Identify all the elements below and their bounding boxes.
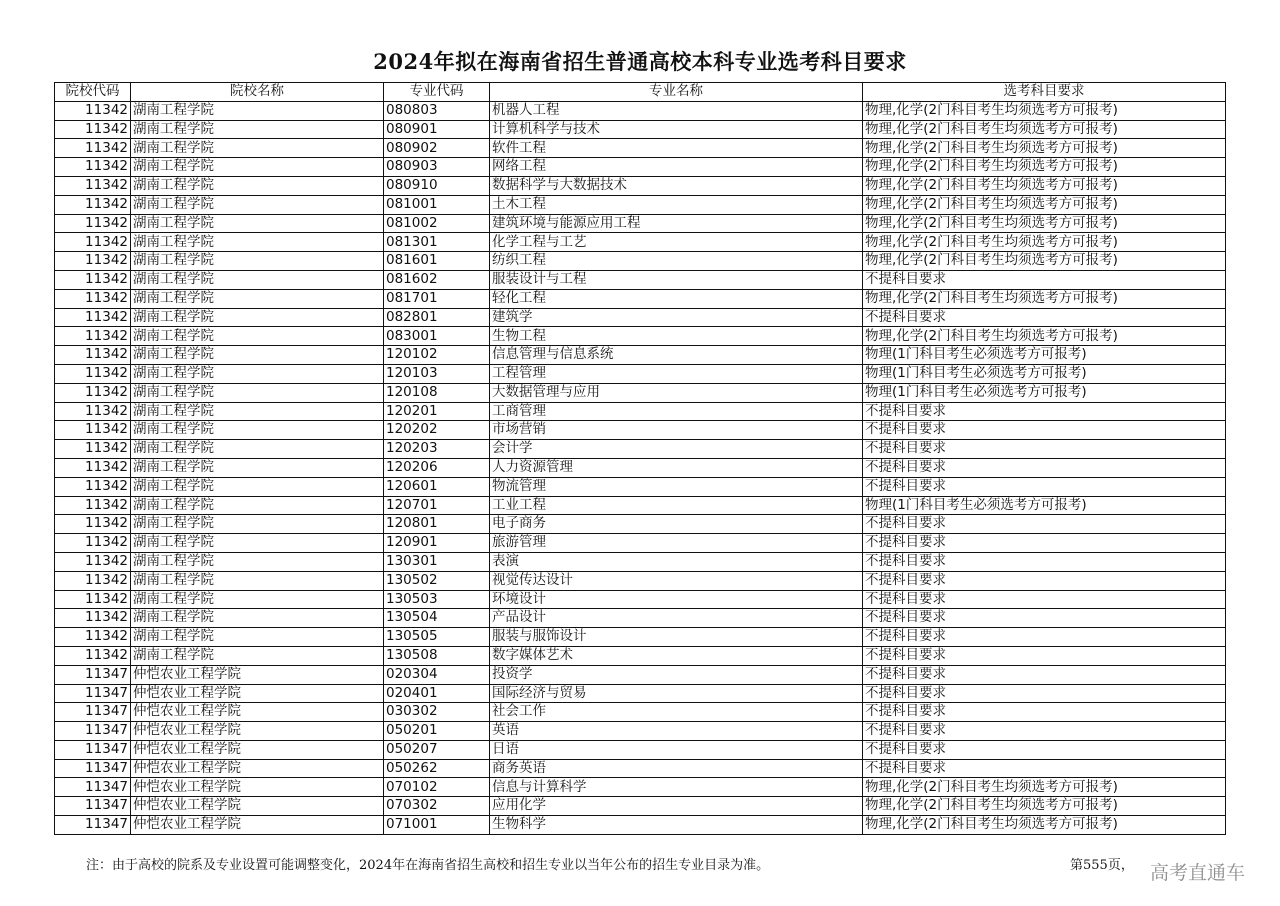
major-name-cell: 国际经济与贸易 — [490, 684, 863, 703]
major-code-cell: 081601 — [384, 252, 490, 271]
footer-note: 注：由于高校的院系及专业设置可能调整变化，2024年在海南省招生高校和招生专业以当年公布的招生专业目录为准。 — [86, 858, 770, 873]
subject-requirement-cell: 不提科目要求 — [863, 609, 1226, 628]
major-name-cell: 服装设计与工程 — [490, 270, 863, 289]
subject-requirement-cell: 不提科目要求 — [863, 590, 1226, 609]
major-name-cell: 工程管理 — [490, 364, 863, 383]
subject-requirement-cell: 物理,化学(2门科目考生均须选考方可报考) — [863, 158, 1226, 177]
school-code-cell: 11342 — [55, 289, 131, 308]
school-code-cell: 11342 — [55, 139, 131, 158]
table-row — [55, 552, 1226, 571]
table-row — [55, 477, 1226, 496]
table-row — [55, 346, 1226, 365]
page-number: 第555页， — [1070, 858, 1134, 873]
school-code-cell: 11342 — [55, 477, 131, 496]
major-name-cell: 工业工程 — [490, 496, 863, 515]
table-row — [55, 816, 1226, 835]
school-code-cell: 11342 — [55, 120, 131, 139]
major-name-cell: 社会工作 — [490, 703, 863, 722]
school-name-cell: 湖南工程学院 — [131, 477, 384, 496]
school-name-cell: 湖南工程学院 — [131, 421, 384, 440]
subject-requirement-cell: 物理,化学(2门科目考生均须选考方可报考) — [863, 252, 1226, 271]
school-name-cell: 湖南工程学院 — [131, 383, 384, 402]
major-code-cell: 120108 — [384, 383, 490, 402]
table-row — [55, 214, 1226, 233]
major-name-cell: 大数据管理与应用 — [490, 383, 863, 402]
major-name-cell: 商务英语 — [490, 759, 863, 778]
requirements-table — [54, 82, 1226, 835]
table-row — [55, 628, 1226, 647]
school-name-cell: 仲恺农业工程学院 — [131, 778, 384, 797]
subject-requirement-cell: 不提科目要求 — [863, 515, 1226, 534]
subject-requirement-cell: 物理,化学(2门科目考生均须选考方可报考) — [863, 778, 1226, 797]
subject-requirement-cell: 物理(1门科目考生必须选考方可报考) — [863, 383, 1226, 402]
major-code-cell: 120102 — [384, 346, 490, 365]
major-code-cell: 120701 — [384, 496, 490, 515]
header-subject-requirement: 选考科目要求 — [863, 83, 1226, 102]
subject-requirement-cell: 不提科目要求 — [863, 402, 1226, 421]
table-row — [55, 684, 1226, 703]
table-row — [55, 233, 1226, 252]
major-name-cell: 表演 — [490, 552, 863, 571]
table-row — [55, 139, 1226, 158]
major-name-cell: 物流管理 — [490, 477, 863, 496]
major-code-cell: 120203 — [384, 440, 490, 459]
major-name-cell: 人力资源管理 — [490, 458, 863, 477]
subject-requirement-cell: 物理,化学(2门科目考生均须选考方可报考) — [863, 327, 1226, 346]
school-code-cell: 11342 — [55, 552, 131, 571]
school-code-cell: 11342 — [55, 176, 131, 195]
major-code-cell: 130301 — [384, 552, 490, 571]
subject-requirement-cell: 物理,化学(2门科目考生均须选考方可报考) — [863, 120, 1226, 139]
major-code-cell: 081701 — [384, 289, 490, 308]
school-code-cell: 11342 — [55, 609, 131, 628]
major-name-cell: 旅游管理 — [490, 534, 863, 553]
school-code-cell: 11342 — [55, 646, 131, 665]
major-code-cell: 050262 — [384, 759, 490, 778]
major-name-cell: 信息管理与信息系统 — [490, 346, 863, 365]
subject-requirement-cell: 不提科目要求 — [863, 421, 1226, 440]
school-name-cell: 湖南工程学院 — [131, 590, 384, 609]
school-name-cell: 湖南工程学院 — [131, 120, 384, 139]
table-row — [55, 158, 1226, 177]
school-name-cell: 湖南工程学院 — [131, 515, 384, 534]
subject-requirement-cell: 物理,化学(2门科目考生均须选考方可报考) — [863, 139, 1226, 158]
major-code-cell: 130504 — [384, 609, 490, 628]
table-row — [55, 327, 1226, 346]
school-name-cell: 湖南工程学院 — [131, 195, 384, 214]
school-code-cell: 11342 — [55, 308, 131, 327]
major-name-cell: 应用化学 — [490, 797, 863, 816]
subject-requirement-cell: 不提科目要求 — [863, 722, 1226, 741]
school-name-cell: 湖南工程学院 — [131, 571, 384, 590]
major-code-cell: 082801 — [384, 308, 490, 327]
school-code-cell: 11347 — [55, 684, 131, 703]
school-code-cell: 11347 — [55, 722, 131, 741]
table-row — [55, 703, 1226, 722]
school-code-cell: 11342 — [55, 402, 131, 421]
major-name-cell: 会计学 — [490, 440, 863, 459]
school-name-cell: 湖南工程学院 — [131, 252, 384, 271]
subject-requirement-cell: 不提科目要求 — [863, 628, 1226, 647]
table-row — [55, 440, 1226, 459]
table-row — [55, 176, 1226, 195]
school-name-cell: 湖南工程学院 — [131, 139, 384, 158]
table-row — [55, 590, 1226, 609]
table-row — [55, 195, 1226, 214]
subject-requirement-cell: 不提科目要求 — [863, 684, 1226, 703]
school-code-cell: 11342 — [55, 327, 131, 346]
major-name-cell: 机器人工程 — [490, 101, 863, 120]
school-code-cell: 11342 — [55, 233, 131, 252]
school-code-cell: 11342 — [55, 590, 131, 609]
school-code-cell: 11347 — [55, 778, 131, 797]
school-name-cell: 仲恺农业工程学院 — [131, 759, 384, 778]
major-name-cell: 英语 — [490, 722, 863, 741]
table-row — [55, 759, 1226, 778]
school-code-cell: 11342 — [55, 571, 131, 590]
school-name-cell: 湖南工程学院 — [131, 308, 384, 327]
major-name-cell: 数据科学与大数据技术 — [490, 176, 863, 195]
school-name-cell: 仲恺农业工程学院 — [131, 816, 384, 835]
major-name-cell: 信息与计算科学 — [490, 778, 863, 797]
table-row — [55, 421, 1226, 440]
subject-requirement-cell: 物理,化学(2门科目考生均须选考方可报考) — [863, 816, 1226, 835]
school-name-cell: 湖南工程学院 — [131, 402, 384, 421]
table-row — [55, 383, 1226, 402]
major-code-cell: 081602 — [384, 270, 490, 289]
table-row — [55, 458, 1226, 477]
header-school-code: 院校代码 — [55, 83, 131, 102]
major-name-cell: 生物科学 — [490, 816, 863, 835]
school-name-cell: 湖南工程学院 — [131, 440, 384, 459]
subject-requirement-cell: 物理(1门科目考生必须选考方可报考) — [863, 346, 1226, 365]
major-code-cell: 081002 — [384, 214, 490, 233]
school-name-cell: 湖南工程学院 — [131, 158, 384, 177]
table-row — [55, 289, 1226, 308]
school-name-cell: 湖南工程学院 — [131, 270, 384, 289]
table-row — [55, 571, 1226, 590]
school-name-cell: 仲恺农业工程学院 — [131, 703, 384, 722]
school-code-cell: 11347 — [55, 816, 131, 835]
major-name-cell: 服装与服饰设计 — [490, 628, 863, 647]
table-row — [55, 534, 1226, 553]
major-code-cell: 130503 — [384, 590, 490, 609]
subject-requirement-cell: 不提科目要求 — [863, 308, 1226, 327]
major-name-cell: 轻化工程 — [490, 289, 863, 308]
major-code-cell: 130505 — [384, 628, 490, 647]
school-name-cell: 仲恺农业工程学院 — [131, 740, 384, 759]
school-name-cell: 湖南工程学院 — [131, 289, 384, 308]
school-name-cell: 湖南工程学院 — [131, 233, 384, 252]
subject-requirement-cell: 物理,化学(2门科目考生均须选考方可报考) — [863, 195, 1226, 214]
table-row — [55, 496, 1226, 515]
school-code-cell: 11347 — [55, 740, 131, 759]
subject-requirement-cell: 不提科目要求 — [863, 534, 1226, 553]
major-name-cell: 电子商务 — [490, 515, 863, 534]
major-code-cell: 080910 — [384, 176, 490, 195]
subject-requirement-cell: 不提科目要求 — [863, 458, 1226, 477]
major-name-cell: 市场营销 — [490, 421, 863, 440]
table-row — [55, 722, 1226, 741]
subject-requirement-cell: 物理,化学(2门科目考生均须选考方可报考) — [863, 289, 1226, 308]
school-name-cell: 湖南工程学院 — [131, 646, 384, 665]
school-name-cell: 仲恺农业工程学院 — [131, 722, 384, 741]
school-code-cell: 11342 — [55, 515, 131, 534]
major-code-cell: 081301 — [384, 233, 490, 252]
major-code-cell: 030302 — [384, 703, 490, 722]
subject-requirement-cell: 物理(1门科目考生必须选考方可报考) — [863, 364, 1226, 383]
school-name-cell: 仲恺农业工程学院 — [131, 665, 384, 684]
major-name-cell: 土木工程 — [490, 195, 863, 214]
major-code-cell: 070302 — [384, 797, 490, 816]
school-name-cell: 湖南工程学院 — [131, 364, 384, 383]
table-row — [55, 252, 1226, 271]
school-name-cell: 湖南工程学院 — [131, 534, 384, 553]
school-code-cell: 11342 — [55, 270, 131, 289]
subject-requirement-cell: 物理,化学(2门科目考生均须选考方可报考) — [863, 233, 1226, 252]
school-code-cell: 11347 — [55, 665, 131, 684]
school-name-cell: 湖南工程学院 — [131, 552, 384, 571]
school-code-cell: 11342 — [55, 534, 131, 553]
table-row — [55, 101, 1226, 120]
header-major-code: 专业代码 — [384, 83, 490, 102]
major-code-cell: 070102 — [384, 778, 490, 797]
table-row — [55, 270, 1226, 289]
header-school-name: 院校名称 — [131, 83, 384, 102]
table-row — [55, 609, 1226, 628]
major-name-cell: 投资学 — [490, 665, 863, 684]
subject-requirement-cell: 不提科目要求 — [863, 440, 1226, 459]
subject-requirement-cell: 不提科目要求 — [863, 665, 1226, 684]
subject-requirement-cell: 不提科目要求 — [863, 270, 1226, 289]
table-row — [55, 120, 1226, 139]
school-name-cell: 湖南工程学院 — [131, 458, 384, 477]
table-row — [55, 646, 1226, 665]
major-name-cell: 生物工程 — [490, 327, 863, 346]
major-code-cell: 020401 — [384, 684, 490, 703]
school-name-cell: 仲恺农业工程学院 — [131, 797, 384, 816]
major-name-cell: 日语 — [490, 740, 863, 759]
major-code-cell: 120206 — [384, 458, 490, 477]
major-code-cell: 130502 — [384, 571, 490, 590]
school-name-cell: 湖南工程学院 — [131, 609, 384, 628]
table-row — [55, 515, 1226, 534]
school-code-cell: 11342 — [55, 364, 131, 383]
major-code-cell: 050207 — [384, 740, 490, 759]
school-name-cell: 湖南工程学院 — [131, 628, 384, 647]
table-row — [55, 740, 1226, 759]
major-code-cell: 080903 — [384, 158, 490, 177]
major-code-cell: 080902 — [384, 139, 490, 158]
school-name-cell: 湖南工程学院 — [131, 496, 384, 515]
major-name-cell: 工商管理 — [490, 402, 863, 421]
school-name-cell: 湖南工程学院 — [131, 176, 384, 195]
subject-requirement-cell: 物理,化学(2门科目考生均须选考方可报考) — [863, 797, 1226, 816]
subject-requirement-cell: 不提科目要求 — [863, 552, 1226, 571]
subject-requirement-cell: 不提科目要求 — [863, 477, 1226, 496]
table-header-row — [55, 83, 1226, 102]
major-name-cell: 建筑学 — [490, 308, 863, 327]
major-code-cell: 083001 — [384, 327, 490, 346]
table-row — [55, 797, 1226, 816]
watermark: 高考直通车 — [1150, 862, 1246, 884]
major-code-cell: 081001 — [384, 195, 490, 214]
school-code-cell: 11342 — [55, 214, 131, 233]
major-code-cell: 120202 — [384, 421, 490, 440]
subject-requirement-cell: 物理(1门科目考生必须选考方可报考) — [863, 496, 1226, 515]
subject-requirement-cell: 物理,化学(2门科目考生均须选考方可报考) — [863, 214, 1226, 233]
major-name-cell: 环境设计 — [490, 590, 863, 609]
major-name-cell: 纺织工程 — [490, 252, 863, 271]
table-row — [55, 665, 1226, 684]
subject-requirement-cell: 不提科目要求 — [863, 740, 1226, 759]
subject-requirement-cell: 不提科目要求 — [863, 571, 1226, 590]
major-code-cell: 071001 — [384, 816, 490, 835]
major-code-cell: 020304 — [384, 665, 490, 684]
major-name-cell: 软件工程 — [490, 139, 863, 158]
school-code-cell: 11342 — [55, 628, 131, 647]
table-row — [55, 364, 1226, 383]
school-code-cell: 11342 — [55, 346, 131, 365]
subject-requirement-cell: 不提科目要求 — [863, 759, 1226, 778]
major-code-cell: 130508 — [384, 646, 490, 665]
major-name-cell: 化学工程与工艺 — [490, 233, 863, 252]
major-code-cell: 120601 — [384, 477, 490, 496]
subject-requirement-cell: 不提科目要求 — [863, 646, 1226, 665]
page-title: 2024年拟在海南省招生普通高校本科专业选考科目要求 — [373, 49, 907, 74]
school-code-cell: 11342 — [55, 383, 131, 402]
table-row — [55, 402, 1226, 421]
major-code-cell: 120901 — [384, 534, 490, 553]
school-code-cell: 11342 — [55, 158, 131, 177]
major-code-cell: 050201 — [384, 722, 490, 741]
major-name-cell: 计算机科学与技术 — [490, 120, 863, 139]
school-code-cell: 11342 — [55, 252, 131, 271]
subject-requirement-cell: 不提科目要求 — [863, 703, 1226, 722]
table-row — [55, 308, 1226, 327]
major-name-cell: 建筑环境与能源应用工程 — [490, 214, 863, 233]
subject-requirement-cell: 物理,化学(2门科目考生均须选考方可报考) — [863, 101, 1226, 120]
school-name-cell: 湖南工程学院 — [131, 327, 384, 346]
school-code-cell: 11342 — [55, 421, 131, 440]
major-code-cell: 080803 — [384, 101, 490, 120]
major-name-cell: 网络工程 — [490, 158, 863, 177]
school-name-cell: 湖南工程学院 — [131, 101, 384, 120]
school-code-cell: 11347 — [55, 797, 131, 816]
school-code-cell: 11347 — [55, 703, 131, 722]
school-code-cell: 11342 — [55, 101, 131, 120]
major-code-cell: 120103 — [384, 364, 490, 383]
school-code-cell: 11342 — [55, 496, 131, 515]
school-code-cell: 11342 — [55, 440, 131, 459]
major-name-cell: 产品设计 — [490, 609, 863, 628]
school-code-cell: 11342 — [55, 458, 131, 477]
major-code-cell: 120201 — [384, 402, 490, 421]
table-row — [55, 778, 1226, 797]
school-name-cell: 湖南工程学院 — [131, 214, 384, 233]
major-name-cell: 视觉传达设计 — [490, 571, 863, 590]
school-name-cell: 湖南工程学院 — [131, 346, 384, 365]
major-name-cell: 数字媒体艺术 — [490, 646, 863, 665]
school-name-cell: 仲恺农业工程学院 — [131, 684, 384, 703]
header-major-name: 专业名称 — [490, 83, 863, 102]
major-code-cell: 080901 — [384, 120, 490, 139]
subject-requirement-cell: 物理,化学(2门科目考生均须选考方可报考) — [863, 176, 1226, 195]
major-code-cell: 120801 — [384, 515, 490, 534]
school-code-cell: 11347 — [55, 759, 131, 778]
school-code-cell: 11342 — [55, 195, 131, 214]
